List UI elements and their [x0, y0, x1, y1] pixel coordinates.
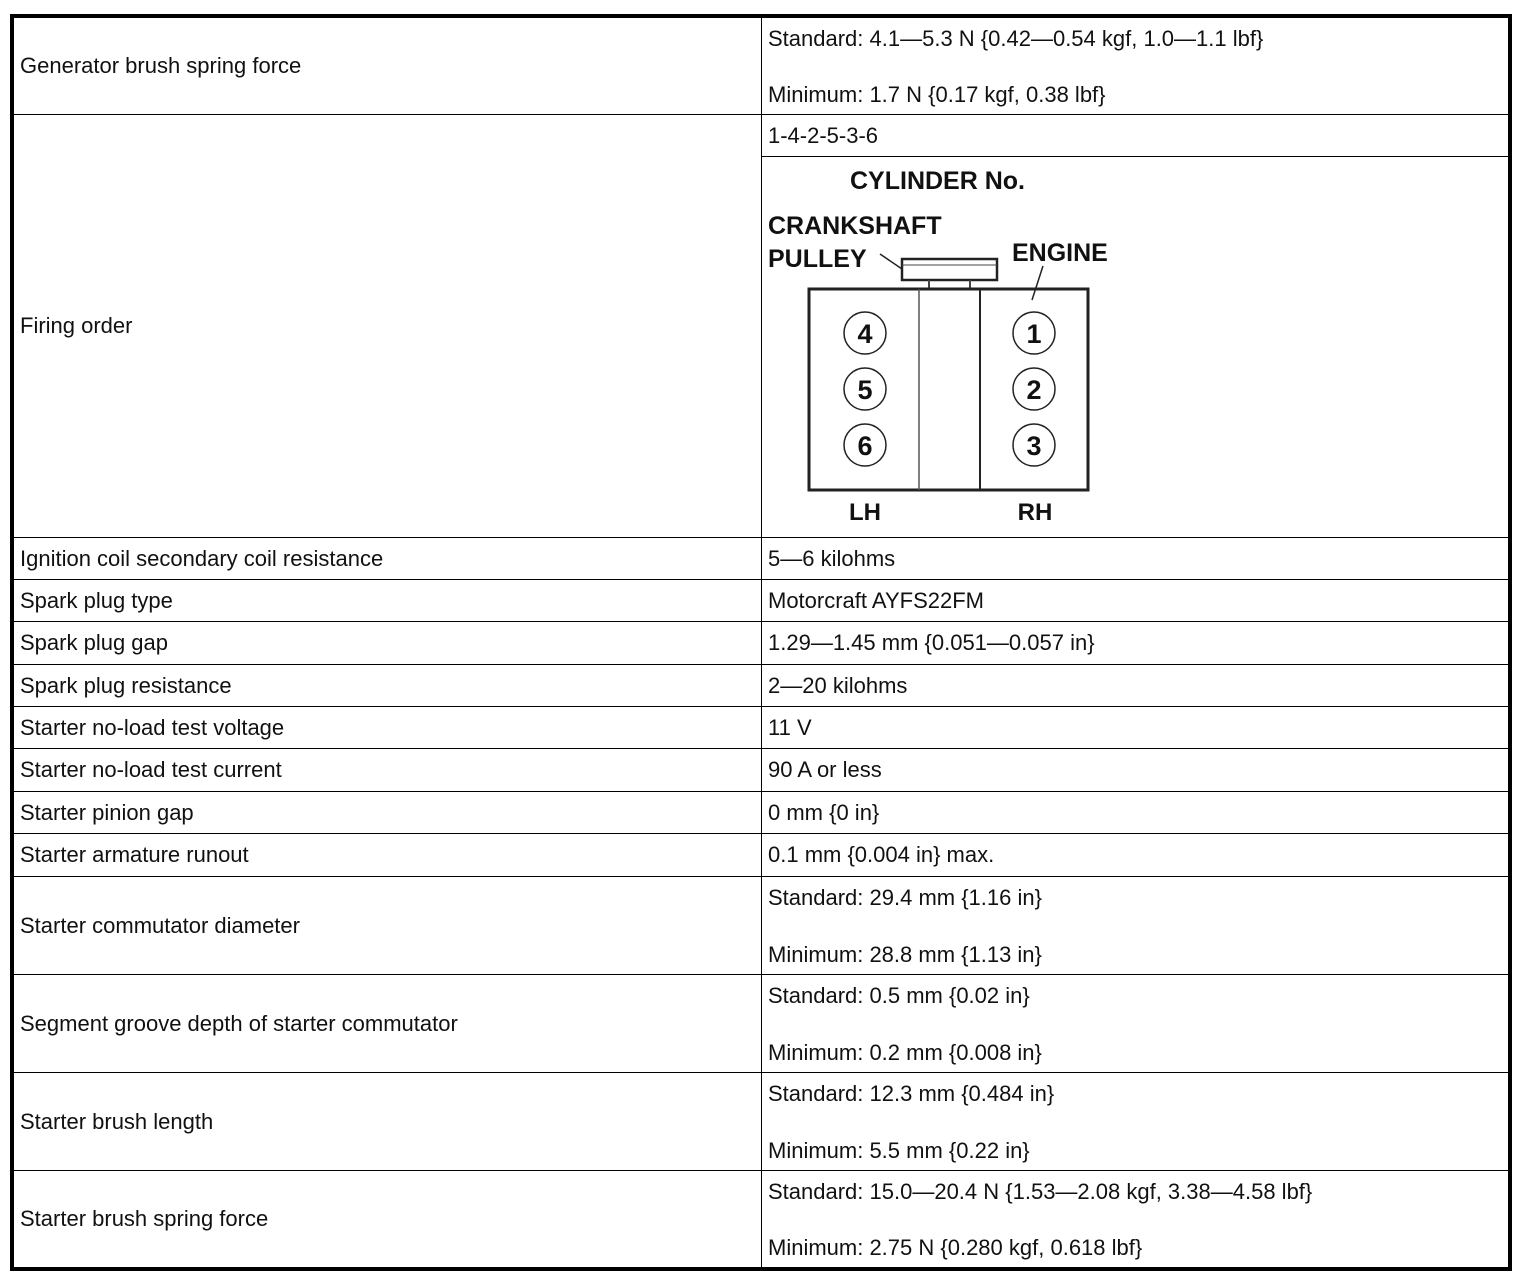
cylinder-5	[844, 368, 886, 410]
table-row	[12, 665, 1510, 707]
diagram-title: CYLINDER No.	[850, 167, 1025, 195]
table-row	[12, 975, 1510, 1073]
value-cell: 90 A or less	[762, 749, 1511, 792]
param-cell: Ignition coil secondary coil resistance	[12, 538, 762, 580]
value-cell: 2—20 kilohms	[762, 665, 1511, 707]
engine-leader	[1032, 266, 1043, 300]
cylinder-1	[1013, 312, 1055, 354]
param-cell: Generator brush spring force	[12, 16, 762, 115]
value-cell: 1.29—1.45 mm {0.051—0.057 in}	[762, 622, 1511, 665]
pulley-label: PULLEY	[768, 245, 867, 273]
param-cell: Starter commutator diameter	[12, 877, 762, 975]
svg-text:1: 1	[1026, 319, 1042, 349]
engine-label: ENGINE	[1012, 239, 1108, 267]
minimum-value: Minimum: 5.5 mm {0.22 in}	[768, 1138, 1030, 1163]
minimum-value: Minimum: 0.2 mm {0.008 in}	[768, 1040, 1042, 1065]
diagram-cell	[762, 157, 1511, 538]
value-cell: 0.1 mm {0.004 in} max.	[762, 834, 1511, 877]
standard-value: Standard: 0.5 mm {0.02 in}	[768, 983, 1030, 1008]
table-row	[12, 538, 1510, 580]
param-cell: Starter brush spring force	[12, 1171, 762, 1270]
rh-label: RH	[1017, 499, 1053, 526]
standard-value: Standard: 12.3 mm {0.484 in}	[768, 1081, 1055, 1106]
crankshaft-label: CRANKSHAFT	[768, 212, 942, 240]
minimum-value: Minimum: 2.75 N {0.280 kgf, 0.618 lbf}	[768, 1235, 1143, 1260]
table-row	[12, 834, 1510, 877]
svg-text:3: 3	[1026, 431, 1042, 461]
firing-order-value: 1-4-2-5-3-6	[762, 115, 1511, 157]
table-row	[12, 792, 1510, 834]
minimum-value: Minimum: 28.8 mm {1.13 in}	[768, 942, 1042, 967]
table-row	[12, 580, 1510, 622]
table-row	[12, 707, 1510, 749]
table-row	[12, 622, 1510, 665]
value-cell: 11 V	[762, 707, 1511, 749]
svg-text:5: 5	[857, 375, 873, 405]
minimum-value: Minimum: 1.7 N {0.17 kgf, 0.38 lbf}	[768, 82, 1106, 107]
value-cell: Motorcraft AYFS22FM	[762, 580, 1511, 622]
param-cell: Spark plug type	[12, 580, 762, 622]
cylinder-2	[1013, 368, 1055, 410]
param-cell: Firing order	[12, 115, 762, 538]
svg-text:6: 6	[857, 431, 873, 461]
param-cell: Segment groove depth of starter commutator	[12, 975, 762, 1073]
param-cell: Starter pinion gap	[12, 792, 762, 834]
pulley-rect	[902, 259, 997, 280]
table-row	[12, 16, 1510, 115]
svg-text:4: 4	[857, 319, 873, 349]
firing-order-diagram	[762, 157, 1142, 531]
standard-value: Standard: 15.0—20.4 N {1.53—2.08 kgf, 3.38—4.58 lbf}	[768, 1179, 1313, 1204]
cylinder-4	[844, 312, 886, 354]
pulley-leader	[880, 254, 902, 269]
param-cell: Starter armature runout	[12, 834, 762, 877]
standard-value: Standard: 4.1—5.3 N {0.42—0.54 kgf, 1.0—1.1 lbf}	[768, 26, 1264, 51]
lh-label: LH	[849, 499, 881, 526]
cylinder-3	[1013, 424, 1055, 466]
param-cell: Starter no-load test current	[12, 749, 762, 792]
value-cell: 0 mm {0 in}	[762, 792, 1511, 834]
param-cell: Starter no-load test voltage	[12, 707, 762, 749]
specifications-table	[10, 14, 1512, 1271]
table-row	[12, 877, 1510, 975]
table-row	[12, 1171, 1510, 1270]
value-cell: 5—6 kilohms	[762, 538, 1511, 580]
table-row	[12, 115, 1510, 157]
standard-value: Standard: 29.4 mm {1.16 in}	[768, 885, 1042, 910]
svg-text:2: 2	[1026, 375, 1042, 405]
param-cell: Starter brush length	[12, 1073, 762, 1171]
table-row	[12, 1073, 1510, 1171]
param-cell: Spark plug resistance	[12, 665, 762, 707]
table-row	[12, 749, 1510, 792]
cylinder-6	[844, 424, 886, 466]
param-cell: Spark plug gap	[12, 622, 762, 665]
